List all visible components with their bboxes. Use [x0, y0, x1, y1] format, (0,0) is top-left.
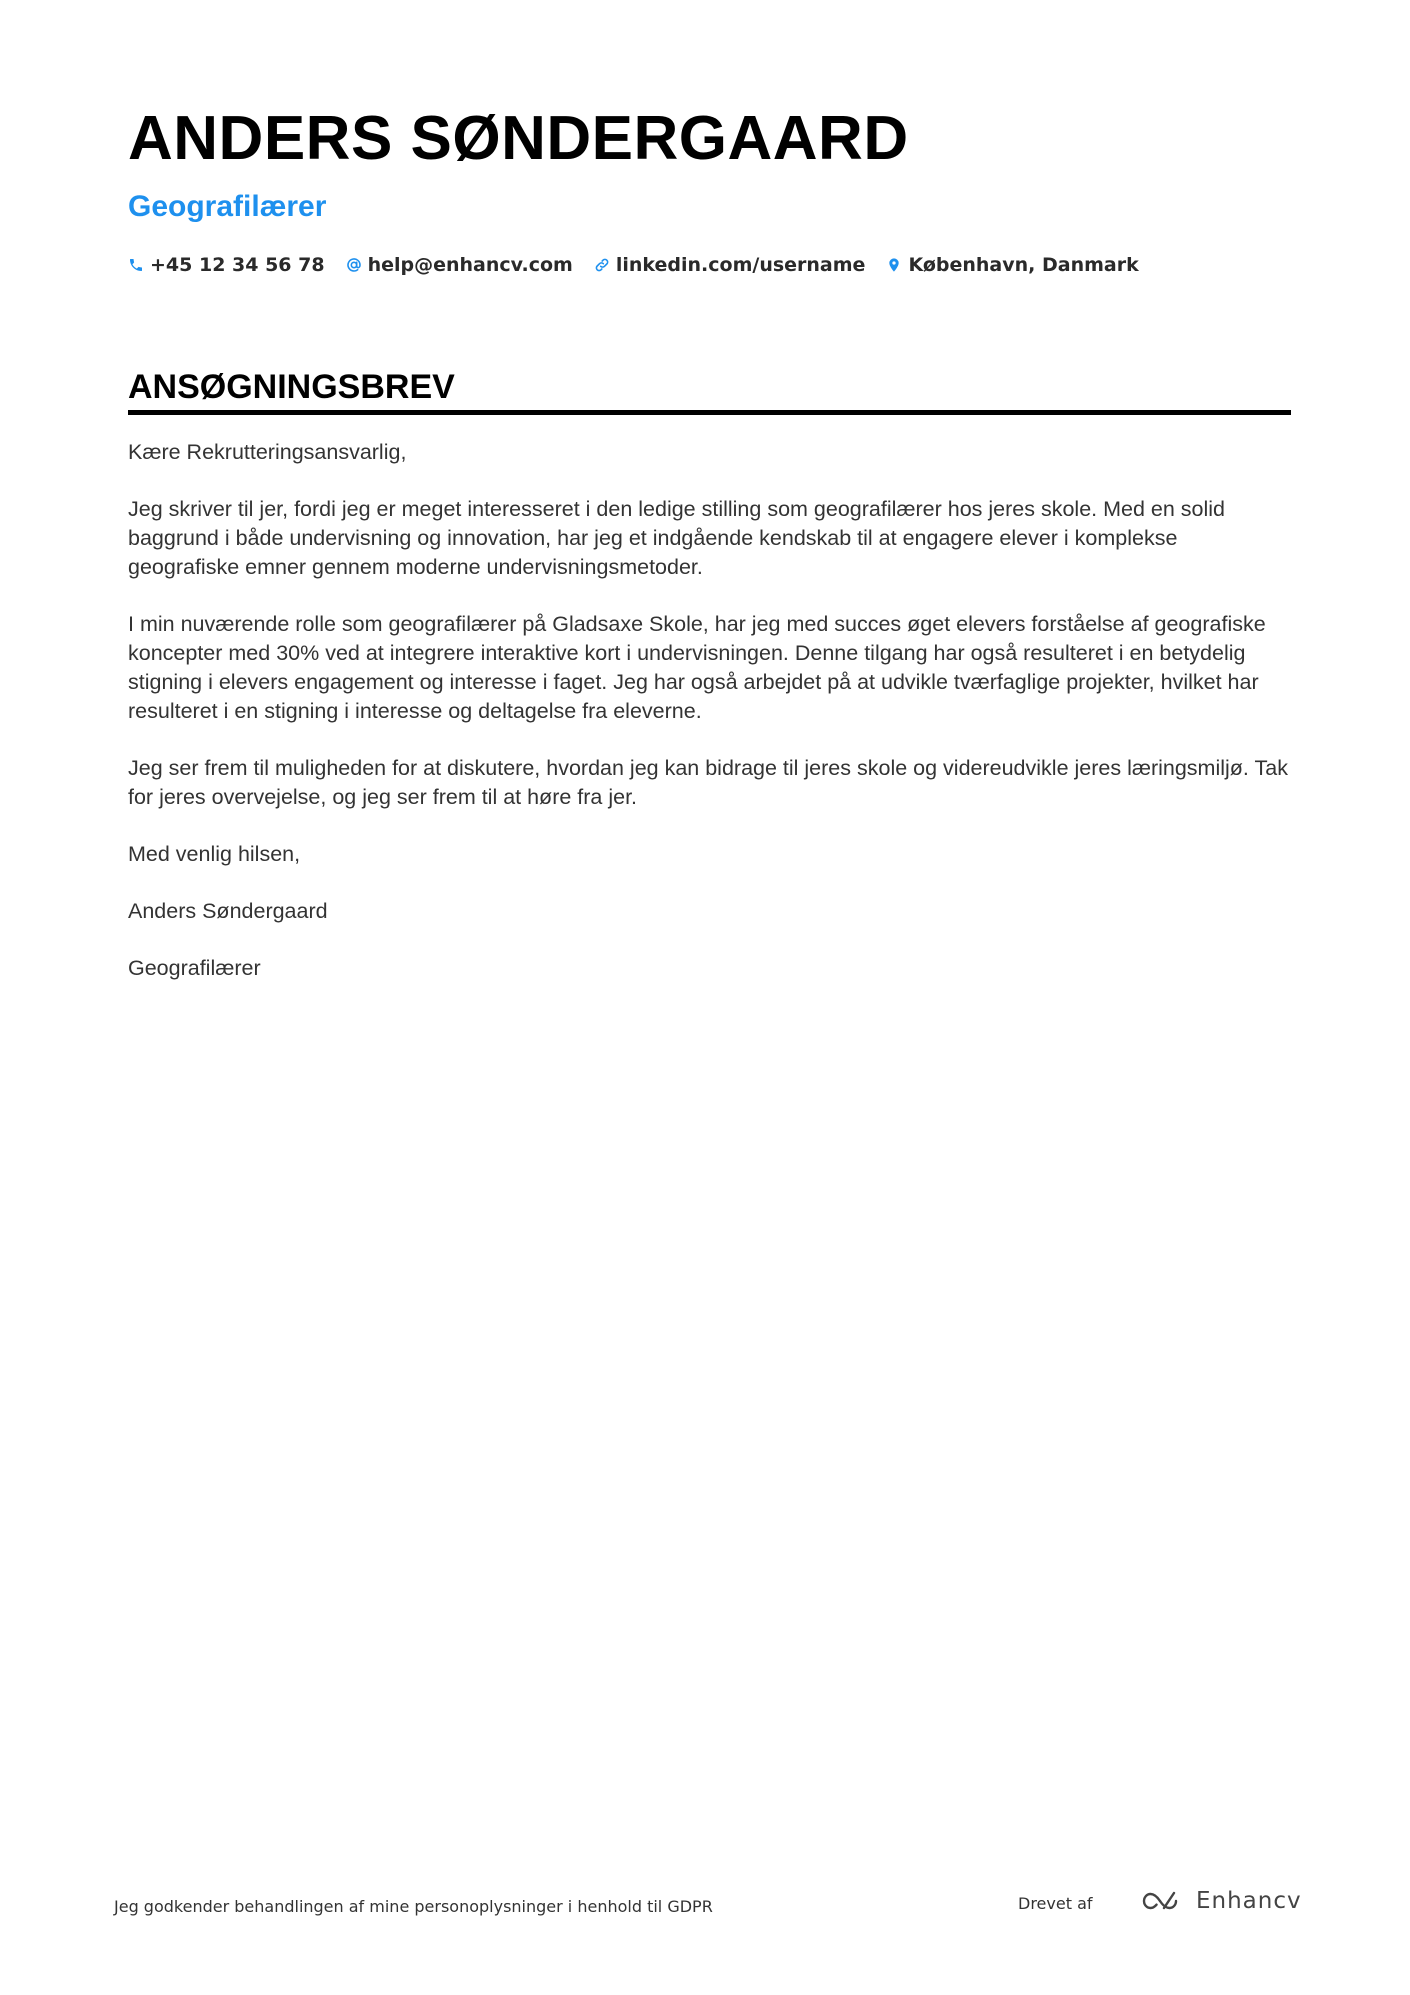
enhancv-logo-icon	[1138, 1888, 1186, 1914]
letter-body	[128, 438, 1291, 1011]
linkedin-text: linkedin.com/username	[615, 254, 866, 276]
phone-text: +45 12 34 56 78	[150, 254, 325, 276]
letter-paragraph: Jeg skriver til jer, fordi jeg er meget interesseret i den ledige stilling som geografilærer hos jeres skole. Med en solid baggrund i både undervisning og innovation, har jeg et indgående kendskab til at engagere elever i komplekse geografiske emner gennem moderne undervisningsmetoder.	[128, 497, 1226, 579]
letter-paragraph: I min nuværende rolle som geografilærer på Gladsaxe Skole, har jeg med succes øget elevers forståelse af geografiske koncepter med 30% ved at integrere interaktive kort i undervisningen. Denne tilgang har også resulteret i en betydelig stigning i elevers engagement og interesse i faget. Jeg har også arbejdet på at udvikle tværfaglige projekter, hvilket har resulteret i en stigning i interesse og deltagelse fra eleverne.	[128, 612, 1266, 723]
applicant-name: ANDERS SØNDERGAARD	[128, 104, 909, 173]
email-text: help@enhancv.com	[367, 254, 573, 276]
section-title: ANSØGNINGSBREV	[128, 368, 455, 406]
phone-icon	[128, 257, 144, 273]
link-icon	[594, 257, 610, 273]
gdpr-consent: Jeg godkender behandlingen af mine personoplysninger i henhold til GDPR	[114, 1897, 713, 1916]
letter-greeting: Kære Rekrutteringsansvarlig,	[128, 440, 407, 464]
location-text: København, Danmark	[908, 254, 1139, 276]
section-divider	[128, 410, 1291, 415]
letter-closing: Med venlig hilsen,	[128, 842, 301, 866]
signature-title: Geografilærer	[128, 956, 261, 980]
at-icon	[346, 257, 362, 273]
contact-bar	[128, 254, 1160, 276]
enhancv-brand[interactable]	[1138, 1888, 1302, 1914]
enhancv-wordmark: Enhancv	[1196, 1888, 1302, 1914]
contact-linkedin[interactable]	[594, 254, 866, 276]
letter-paragraph: Jeg ser frem til muligheden for at diskutere, hvordan jeg kan bidrage til jeres skole og videreudvikle jeres læringsmiljø. Tak for jeres overvejelse, og jeg ser frem til at høre fra jer.	[128, 756, 1288, 809]
contact-location	[886, 254, 1138, 276]
contact-phone[interactable]	[128, 254, 325, 276]
signature-name: Anders Søndergaard	[128, 899, 328, 923]
powered-by-label: Drevet af	[1018, 1894, 1093, 1913]
location-pin-icon	[886, 257, 902, 273]
job-title: Geografilærer	[128, 190, 327, 223]
contact-email[interactable]	[346, 254, 573, 276]
